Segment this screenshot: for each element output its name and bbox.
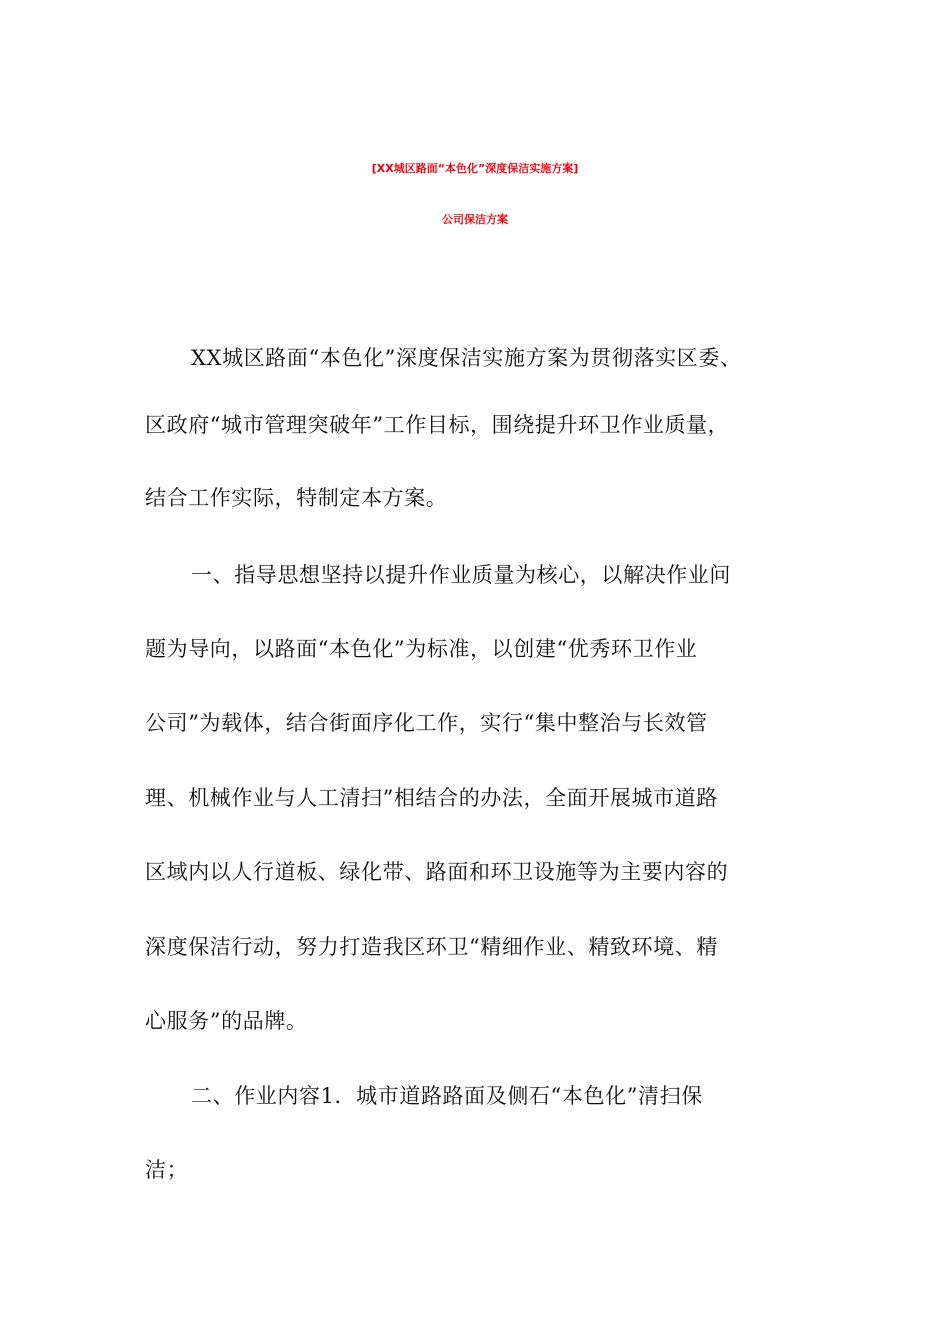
body-line-3: 结合工作实际，特制定本方案。 [145,486,448,510]
document-title-line-2: 公司保洁方案 [442,213,508,226]
body-line-6: 公司”为载体，结合街面序化工作，实行“集中整治与长效管 [145,711,708,735]
body-line-1: XX城区路面“本色化”深度保洁实施方案为贯彻落实区委、 [191,346,742,370]
body-line-7: 理、机械作业与人工清扫”相结合的办法，全面开展城市道路 [145,786,718,810]
body-line-10: 心服务”的品牌。 [145,1009,308,1033]
body-line-4: 一、指导思想坚持以提升作业质量为核心，以解决作业问 [191,563,731,587]
body-line-11: 二、作业内容1．城市道路路面及侧石“本色化”清扫保 [191,1084,703,1108]
body-line-2: 区政府“城市管理突破年”工作目标，围绕提升环卫作业质量， [145,413,730,437]
body-line-9: 深度保洁行动，努力打造我区环卫“精细作业、精致环境、精 [145,935,718,959]
body-line-12: 洁； [145,1158,189,1182]
body-line-8: 区域内以人行道板、绿化带、路面和环卫设施等为主要内容的 [145,860,729,884]
body-line-5: 题为导向，以路面“本色化”为标准，以创建“优秀环卫作业 [145,637,698,661]
document-title-line-1: [XX城区路面“本色化”深度保洁实施方案] [371,162,579,175]
